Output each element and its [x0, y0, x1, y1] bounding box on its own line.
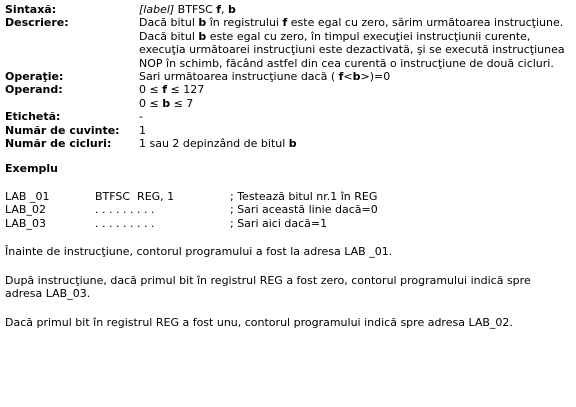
- desc-text: Dacă bitul: [139, 16, 199, 30]
- cycles-label: Număr de cicluri:: [5, 137, 112, 151]
- op-bold-b: b: [352, 70, 361, 84]
- desc-bold-b: b: [198, 29, 207, 43]
- paragraph-before: Înainte de instrucţiune, contorul programului a fost la adresa LAB _01.: [5, 245, 393, 259]
- paragraph-after: După instrucţiune, dacă primul bit în registrul REG a fost zero, contorul programului indică spre adresa LAB_03.: [5, 273, 531, 300]
- desc-text: în registrului: [206, 16, 283, 30]
- operand-text: ≤ 127: [167, 83, 205, 97]
- description-paragraph-1: [139, 16, 571, 29]
- operand-row: [5, 83, 571, 110]
- operand-text: 0 ≤: [139, 83, 163, 97]
- syntax-arg-b: b: [228, 3, 236, 16]
- op-lt: <: [343, 70, 353, 84]
- operand-bold-f: f: [162, 83, 168, 97]
- desc-text: este egal cu zero, sărim următoarea instrucţiune.: [287, 16, 564, 30]
- tag-label: Etichetă:: [5, 110, 61, 124]
- op-bold-f: f: [338, 70, 344, 84]
- words-label: Număr de cuvinte:: [5, 123, 120, 137]
- op-text: >)=0: [360, 70, 391, 84]
- description-row: [5, 16, 571, 70]
- code-label: LAB _01: [5, 189, 50, 203]
- syntax-row: [5, 3, 571, 16]
- desc-bold-f: f: [282, 16, 288, 30]
- tag-row: [5, 110, 571, 123]
- example-code: [5, 190, 571, 230]
- desc-text: Dacă bitul: [139, 29, 199, 43]
- syntax-value: [139, 3, 571, 16]
- paragraph-if-one: Dacă primul bit în registrul REG a fost unu, contorul programului indică spre adresa LAB_02.: [5, 316, 513, 330]
- description-paragraph-2: [139, 30, 571, 70]
- cycles-text: 1 sau 2 depinzând de bitul: [139, 137, 289, 151]
- syntax-comma: ,: [221, 3, 229, 16]
- operand-bold-b: b: [162, 96, 171, 110]
- syntax-instr: BTFSC: [174, 3, 217, 16]
- code-comment: ; Sari aici dacă=1: [230, 216, 328, 230]
- instruction-doc: [5, 3, 571, 330]
- code-comment: ; Sari această linie dacă=0: [230, 203, 378, 217]
- code-row: [5, 203, 571, 216]
- description-label: Descriere:: [5, 16, 69, 30]
- code-instruction: BTFSC REG, 1: [95, 189, 175, 203]
- code-instruction: . . . . . . . . .: [95, 216, 155, 230]
- code-comment: ; Testează bitul nr.1 în REG: [230, 189, 378, 203]
- code-row: [5, 217, 571, 230]
- desc-text: este egal cu zero, în timpul execuţiei instrucţiunii curente, execuţia următoarei instrucţiuni este dezactivată, şi se execută instrucţiunea NOP în schimb, făcând astfel din cea curentă o instrucţiune de două cicluri.: [139, 29, 565, 70]
- words-value: 1: [139, 123, 146, 137]
- operand-text: ≤ 7: [170, 96, 194, 110]
- syntax-arg-f: f: [216, 3, 222, 16]
- example-heading: Exemplu: [5, 162, 59, 176]
- words-row: [5, 124, 571, 137]
- operation-row: [5, 70, 571, 83]
- op-text: Sari următoarea instrucţiune dacă (: [139, 70, 339, 84]
- operand-label: Operand:: [5, 83, 63, 97]
- code-label: LAB_02: [5, 203, 46, 217]
- operand-value: [139, 83, 571, 110]
- operand-line-1: [139, 83, 571, 96]
- syntax-label-arg: [label]: [139, 3, 175, 16]
- syntax-label: Sintaxă:: [5, 3, 57, 16]
- tag-value: -: [139, 110, 143, 124]
- cycles-row: [5, 137, 571, 150]
- code-instruction: . . . . . . . . .: [95, 203, 155, 217]
- operation-value: [139, 70, 571, 83]
- desc-bold-b: b: [198, 16, 207, 30]
- cycles-bold-b: b: [288, 137, 297, 151]
- code-row: [5, 190, 571, 203]
- operand-line-2: [139, 97, 571, 110]
- cycles-value: [139, 137, 571, 150]
- operation-label: Operaţie:: [5, 70, 64, 84]
- operand-text: 0 ≤: [139, 96, 163, 110]
- description-value: [139, 16, 571, 70]
- code-label: LAB_03: [5, 216, 46, 230]
